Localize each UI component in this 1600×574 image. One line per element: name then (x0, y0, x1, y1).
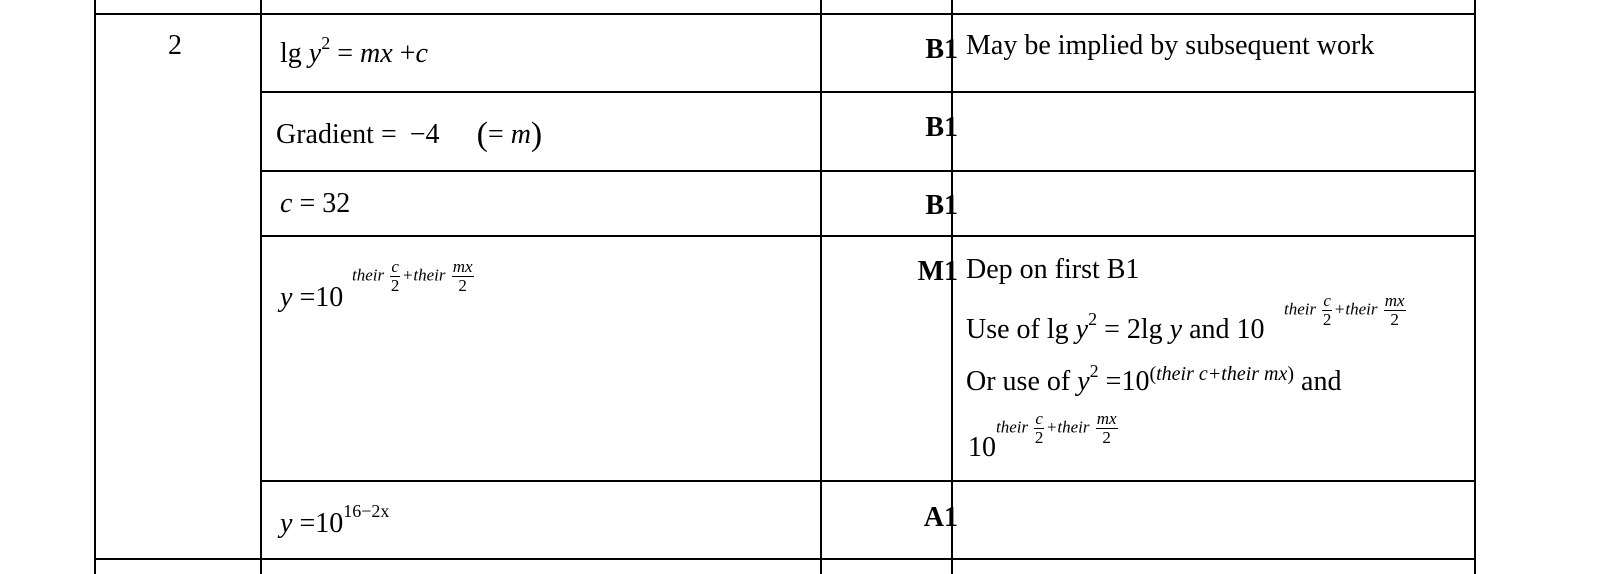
mark-row-5: A1 (923, 502, 958, 533)
mark-row-1: B1 (925, 34, 958, 65)
mark-row-4: M1 (917, 256, 958, 287)
column-divider-2 (820, 0, 822, 574)
row-divider-2 (260, 170, 1476, 172)
guidance-row-4-line-4: 10 their $\frac{c}{2}$ +their $\frac{mx}{2}$ (968, 409, 1117, 463)
answer-row-2: Gradient = −4 (= m) (276, 116, 543, 153)
table-border-left (94, 0, 96, 574)
guidance-row-4-line-1: Dep on first B1 (966, 254, 1140, 285)
question-number: 2 (168, 30, 182, 61)
mark-row-2: B1 (925, 112, 958, 143)
table-border-right (1474, 0, 1476, 574)
column-divider-1 (260, 0, 262, 574)
row-divider-4 (260, 480, 1476, 482)
row-divider-1 (260, 91, 1476, 93)
answer-row-3: c = 32 (280, 188, 351, 219)
guidance-row-4-line-2: Use of lg y2 = 2lg y and 10 their $\frac{c}{2}$ +their $\frac{mx}{2}$ (966, 291, 1405, 345)
mark-row-3: B1 (925, 190, 958, 221)
row-divider-top (94, 13, 1476, 15)
guidance-row-1: May be implied by subsequent work (966, 30, 1375, 61)
answer-row-1: lg y2 = mx +c (280, 33, 428, 69)
row-divider-bottom (94, 558, 1476, 560)
row-divider-3 (260, 235, 1476, 237)
